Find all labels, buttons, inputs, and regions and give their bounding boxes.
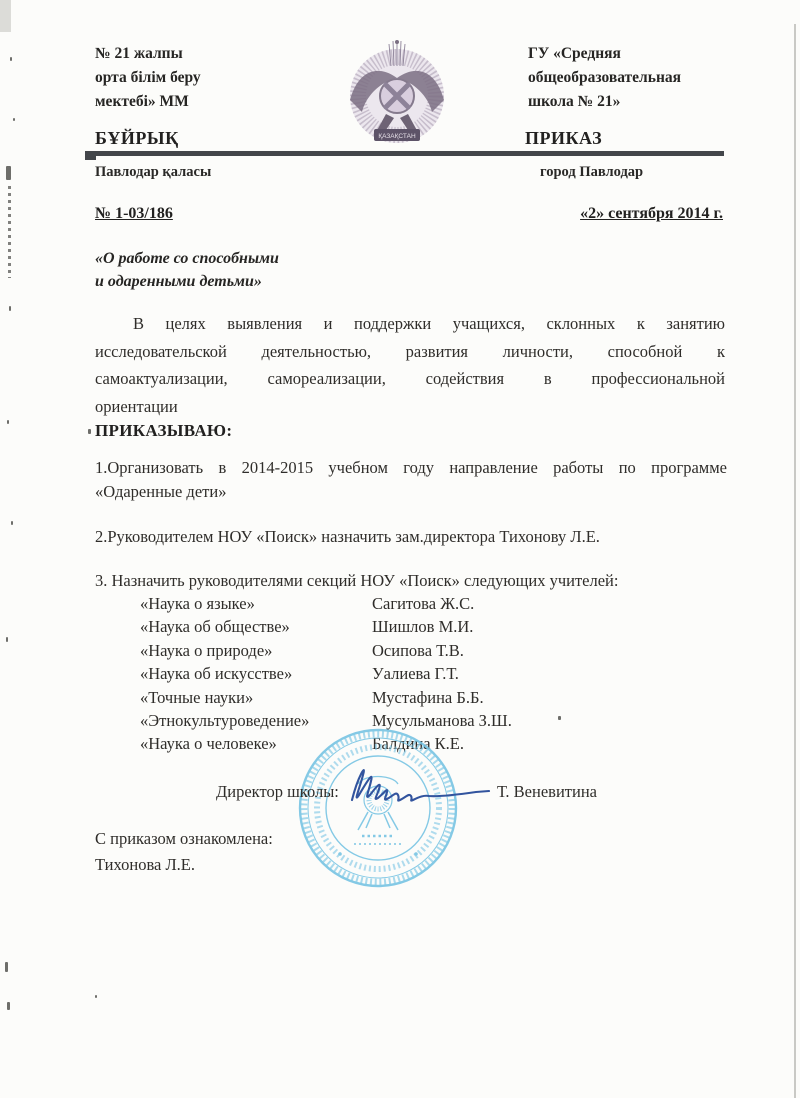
section-row [140,688,600,711]
order-item-3: 3. Назначить руководителями секций НОУ «Поиск» следующих учителей: [95,571,619,590]
signature-name: Т. Веневитина [497,782,597,801]
scan-artifact [95,995,97,998]
doc-type-russian: ПРИКАЗ [525,128,603,148]
signature-label: Директор школы: [216,782,339,801]
scan-edge-line [794,24,796,1098]
org-name-kazakh [95,42,335,114]
kazakhstan-state-emblem [336,36,458,154]
acknowledgement [95,826,273,877]
order-item-2: 2.Руководителем НОУ «Поиск» назначить зам.директора Тихонову Л.Е. [95,527,600,546]
scan-artifact [11,521,13,525]
section-teacher: Мусульманова З.Ш. [372,710,512,730]
preamble-line: ориентации [95,396,178,416]
org-name-kazakh-line2: орта білім беру [95,69,201,86]
order-item-1 [95,456,727,503]
order-date: «2» сентября 2014 г. [580,205,723,222]
scan-artifact [7,420,9,424]
acknowledgement-line1: С приказом ознакомлена: [95,829,273,848]
section-name: «Этнокультуроведение» [140,710,310,730]
order-subject-line2: и одаренными детьми» [95,273,262,290]
section-teacher: Шишлов М.И. [372,617,474,637]
preamble-line: исследовательской деятельностью, развития личности, способной к [95,341,725,361]
section-name: «Наука о языке» [140,594,255,613]
preamble-line: самоактуализации, самореализации, содействия в профессиональной [95,369,725,388]
section-name: «Наука об искусстве» [140,664,293,684]
section-row [140,617,600,640]
scan-smudge [0,0,11,32]
org-name-kazakh-line1: № 21 жалпы [95,45,183,62]
city-kazakh: Павлодар қаласы [95,164,212,180]
org-name-kazakh-line3: мектебі» ММ [95,93,189,110]
order-subject-line1: «О работе со способными [95,250,279,267]
section-name: «Наука о человеке» [140,734,277,754]
scan-artifact-strip [8,186,11,278]
scan-artifact [6,166,11,180]
resolve-heading: ПРИКАЗЫВАЮ: [95,421,233,440]
section-name: «Наука об обществе» [140,617,290,637]
order-item-1-line2: «Одаренные дети» [95,481,227,501]
order-item-1-line1: 1.Организовать в 2014-2015 учебном году направление работы по программе [95,458,727,477]
org-name-russian-line2: общеобразовательная [528,69,682,86]
order-number: № 1-03/186 [95,205,173,222]
preamble-paragraph [95,310,725,420]
section-teacher: Мустафина Б.Б. [372,687,484,707]
section-teacher: Сагитова Ж.С. [372,594,475,613]
org-name-russian [528,42,753,114]
header-rule-nub [85,156,96,160]
scan-artifact [10,57,12,61]
scan-artifact [558,716,561,720]
scan-artifact [6,637,8,642]
section-name: «Наука о природе» [140,640,273,660]
section-teacher: Балдина К.Е. [372,734,465,754]
scan-artifact [13,118,15,121]
order-subject [95,247,279,293]
section-name: «Точные науки» [140,687,254,707]
city-russian: город Павлодар [540,164,644,180]
emblem-banner-text: ҚАЗАҚСТАН [378,133,416,140]
preamble-line: В целях выявления и поддержки учащихся, склонных к занятию [133,314,725,333]
acknowledgement-line2: Тихонова Л.Е. [95,854,195,874]
section-teacher: Уалиева Г.Т. [372,664,459,684]
director-signature [342,758,494,816]
section-teacher: Осипова Т.В. [372,640,464,660]
header-rule [85,151,724,156]
section-row [140,641,600,664]
scan-artifact [5,962,8,972]
scan-artifact [88,429,91,434]
section-row [140,594,600,617]
doc-type-kazakh: БҰЙРЫҚ [95,128,179,148]
org-name-russian-line1: ГУ «Средняя [528,45,621,62]
scan-artifact [9,306,11,311]
scan-artifact [7,1002,10,1010]
org-name-russian-line3: школа № 21» [528,93,621,110]
section-row [140,664,600,687]
